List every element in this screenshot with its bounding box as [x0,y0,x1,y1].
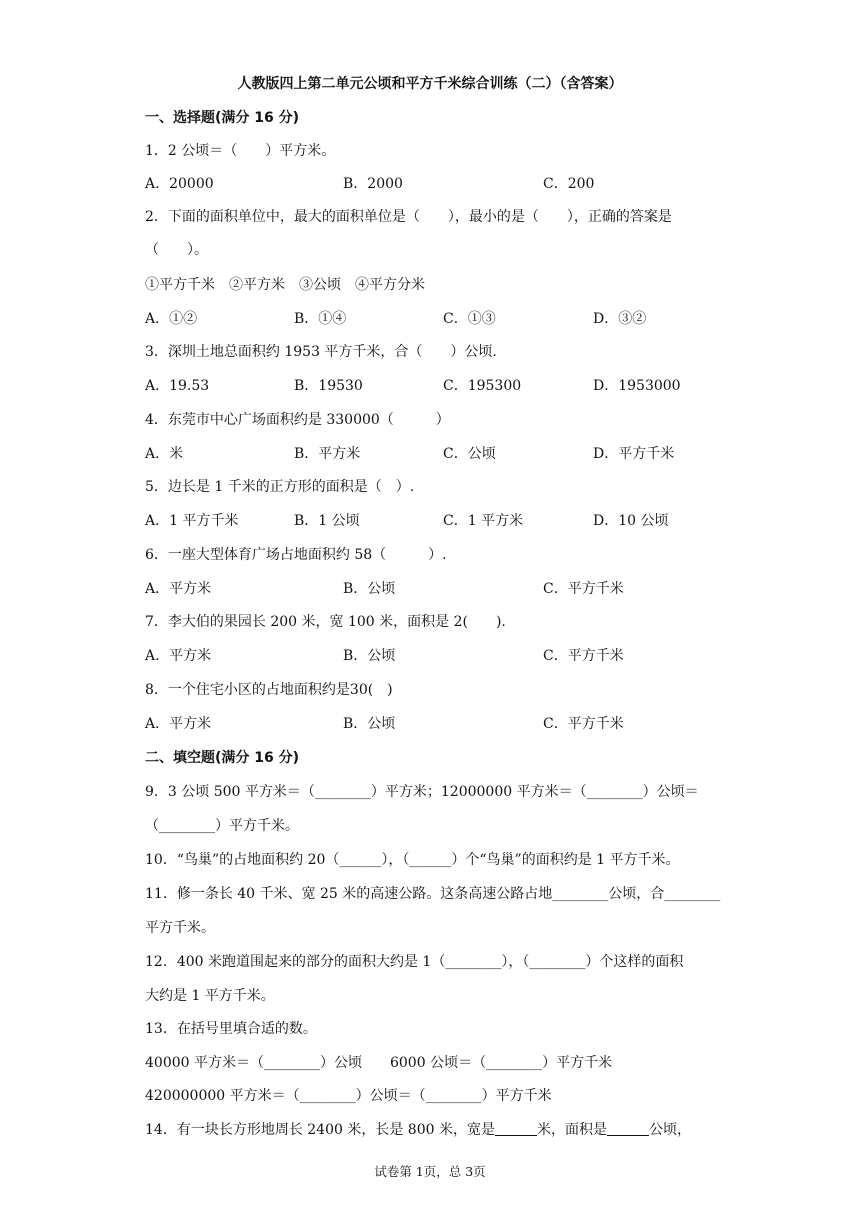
question-14-part-c: 公顷， [648,1122,691,1138]
q7-option-b: B．公顷 [343,648,396,664]
question-12-line2: 大约是 1 平方千米。 [145,988,275,1004]
q5-option-b: B．1 公顷 [294,513,360,529]
question-10: 10．“鸟巢”的占地面积约 20（______），（______）个“鸟巢”的面积约是 1 平方千米。 [145,852,680,868]
section-heading-fill: 二、填空题(满分 16 分) [145,750,300,766]
q4-option-d: D．平方千米 [593,446,675,462]
q2-option-c: C．①③ [443,311,496,327]
q4-option-c: C．公顷 [443,446,496,462]
question-3: 3．深圳土地总面积约 1953 平方千米，合（ ）公顷. [145,344,497,360]
q6-option-a: A．平方米 [145,581,212,597]
q3-option-a: A．19.53 [145,378,210,394]
q8-option-a: A．平方米 [145,716,212,732]
question-2-line1: 2．下面的面积单位中，最大的面积单位是（ ），最小的是（ ），正确的答案是 [145,209,672,225]
blank-width [495,1122,537,1138]
question-9-line2: （________）平方千米。 [145,818,299,834]
q2-option-d: D．③② [593,311,647,327]
q1-option-c: C．200 [543,176,595,192]
document-title: 人教版四上第二单元公顷和平方千米综合训练（二）（含答案） [237,76,623,92]
section-heading-choice: 一、选择题(满分 16 分) [145,110,300,126]
q3-option-c: C．195300 [443,378,522,394]
question-8: 8．一个住宅小区的占地面积约是30( ) [145,682,393,698]
q6-option-b: B．公顷 [343,581,396,597]
question-5: 5．边长是 1 千米的正方形的面积是（ ）. [145,479,415,495]
q7-option-c: C．平方千米 [543,648,624,664]
q3-option-d: D．1953000 [593,378,681,394]
question-2-line2: （ ）。 [145,242,208,258]
question-13-line2: 40000 平方米＝（________）公顷 6000 公顷＝（________）平方千米 [145,1055,613,1071]
question-2-items: ①平方千米 ②平方米 ③公顷 ④平方分米 [145,277,425,293]
q2-option-a: A．①② [145,311,198,327]
question-9-line1: 9．3 公顷 500 平方米＝（________）平方米；12000000 平方米＝（________）公顷＝ [145,784,699,800]
question-14-part-a: 14．有一块长方形地周长 2400 米，长是 800 米，宽是 [145,1122,495,1138]
question-13-line1: 13．在括号里填合适的数。 [145,1021,317,1037]
q5-option-c: C．1 平方米 [443,513,524,529]
q5-option-d: D．10 公顷 [593,513,669,529]
question-6: 6．一座大型体育广场占地面积约 58（ ）. [145,547,447,563]
q7-option-a: A．平方米 [145,648,212,664]
q3-option-b: B．19530 [294,378,363,394]
question-14-part-b: 米，面积是 [536,1122,607,1138]
q4-option-b: B．平方米 [294,446,361,462]
q6-option-c: C．平方千米 [543,581,624,597]
q8-option-c: C．平方千米 [543,716,624,732]
question-12-line1: 12．400 米跑道围起来的部分的面积大约是 1（________），（________）个这样的面积 [145,954,684,970]
q1-option-a: A．20000 [145,176,214,192]
q1-option-b: B．2000 [343,176,403,192]
question-4: 4．东莞市中心广场面积约是 330000（ ） [145,412,450,428]
question-13-line3: 420000000 平方米＝（________）公顷＝（________）平方千米 [145,1088,552,1104]
q2-option-b: B．①④ [294,311,347,327]
q5-option-a: A．1 平方千米 [145,513,239,529]
page-footer: 试卷第 1页，总 3页 [374,1164,486,1179]
question-11-line1: 11．修一条长 40 千米、宽 25 米的高速公路。这条高速公路占地________公顷，合________ [145,886,721,902]
q4-option-a: A．米 [145,446,184,462]
blank-area [607,1122,649,1138]
question-1: 1．2 公顷＝（ ）平方米。 [145,143,336,159]
question-7: 7．李大伯的果园长 200 米，宽 100 米，面积是 2( ). [145,614,506,630]
question-11-line2: 平方千米。 [145,920,215,936]
q8-option-b: B．公顷 [343,716,396,732]
question-14 [145,1120,691,1140]
